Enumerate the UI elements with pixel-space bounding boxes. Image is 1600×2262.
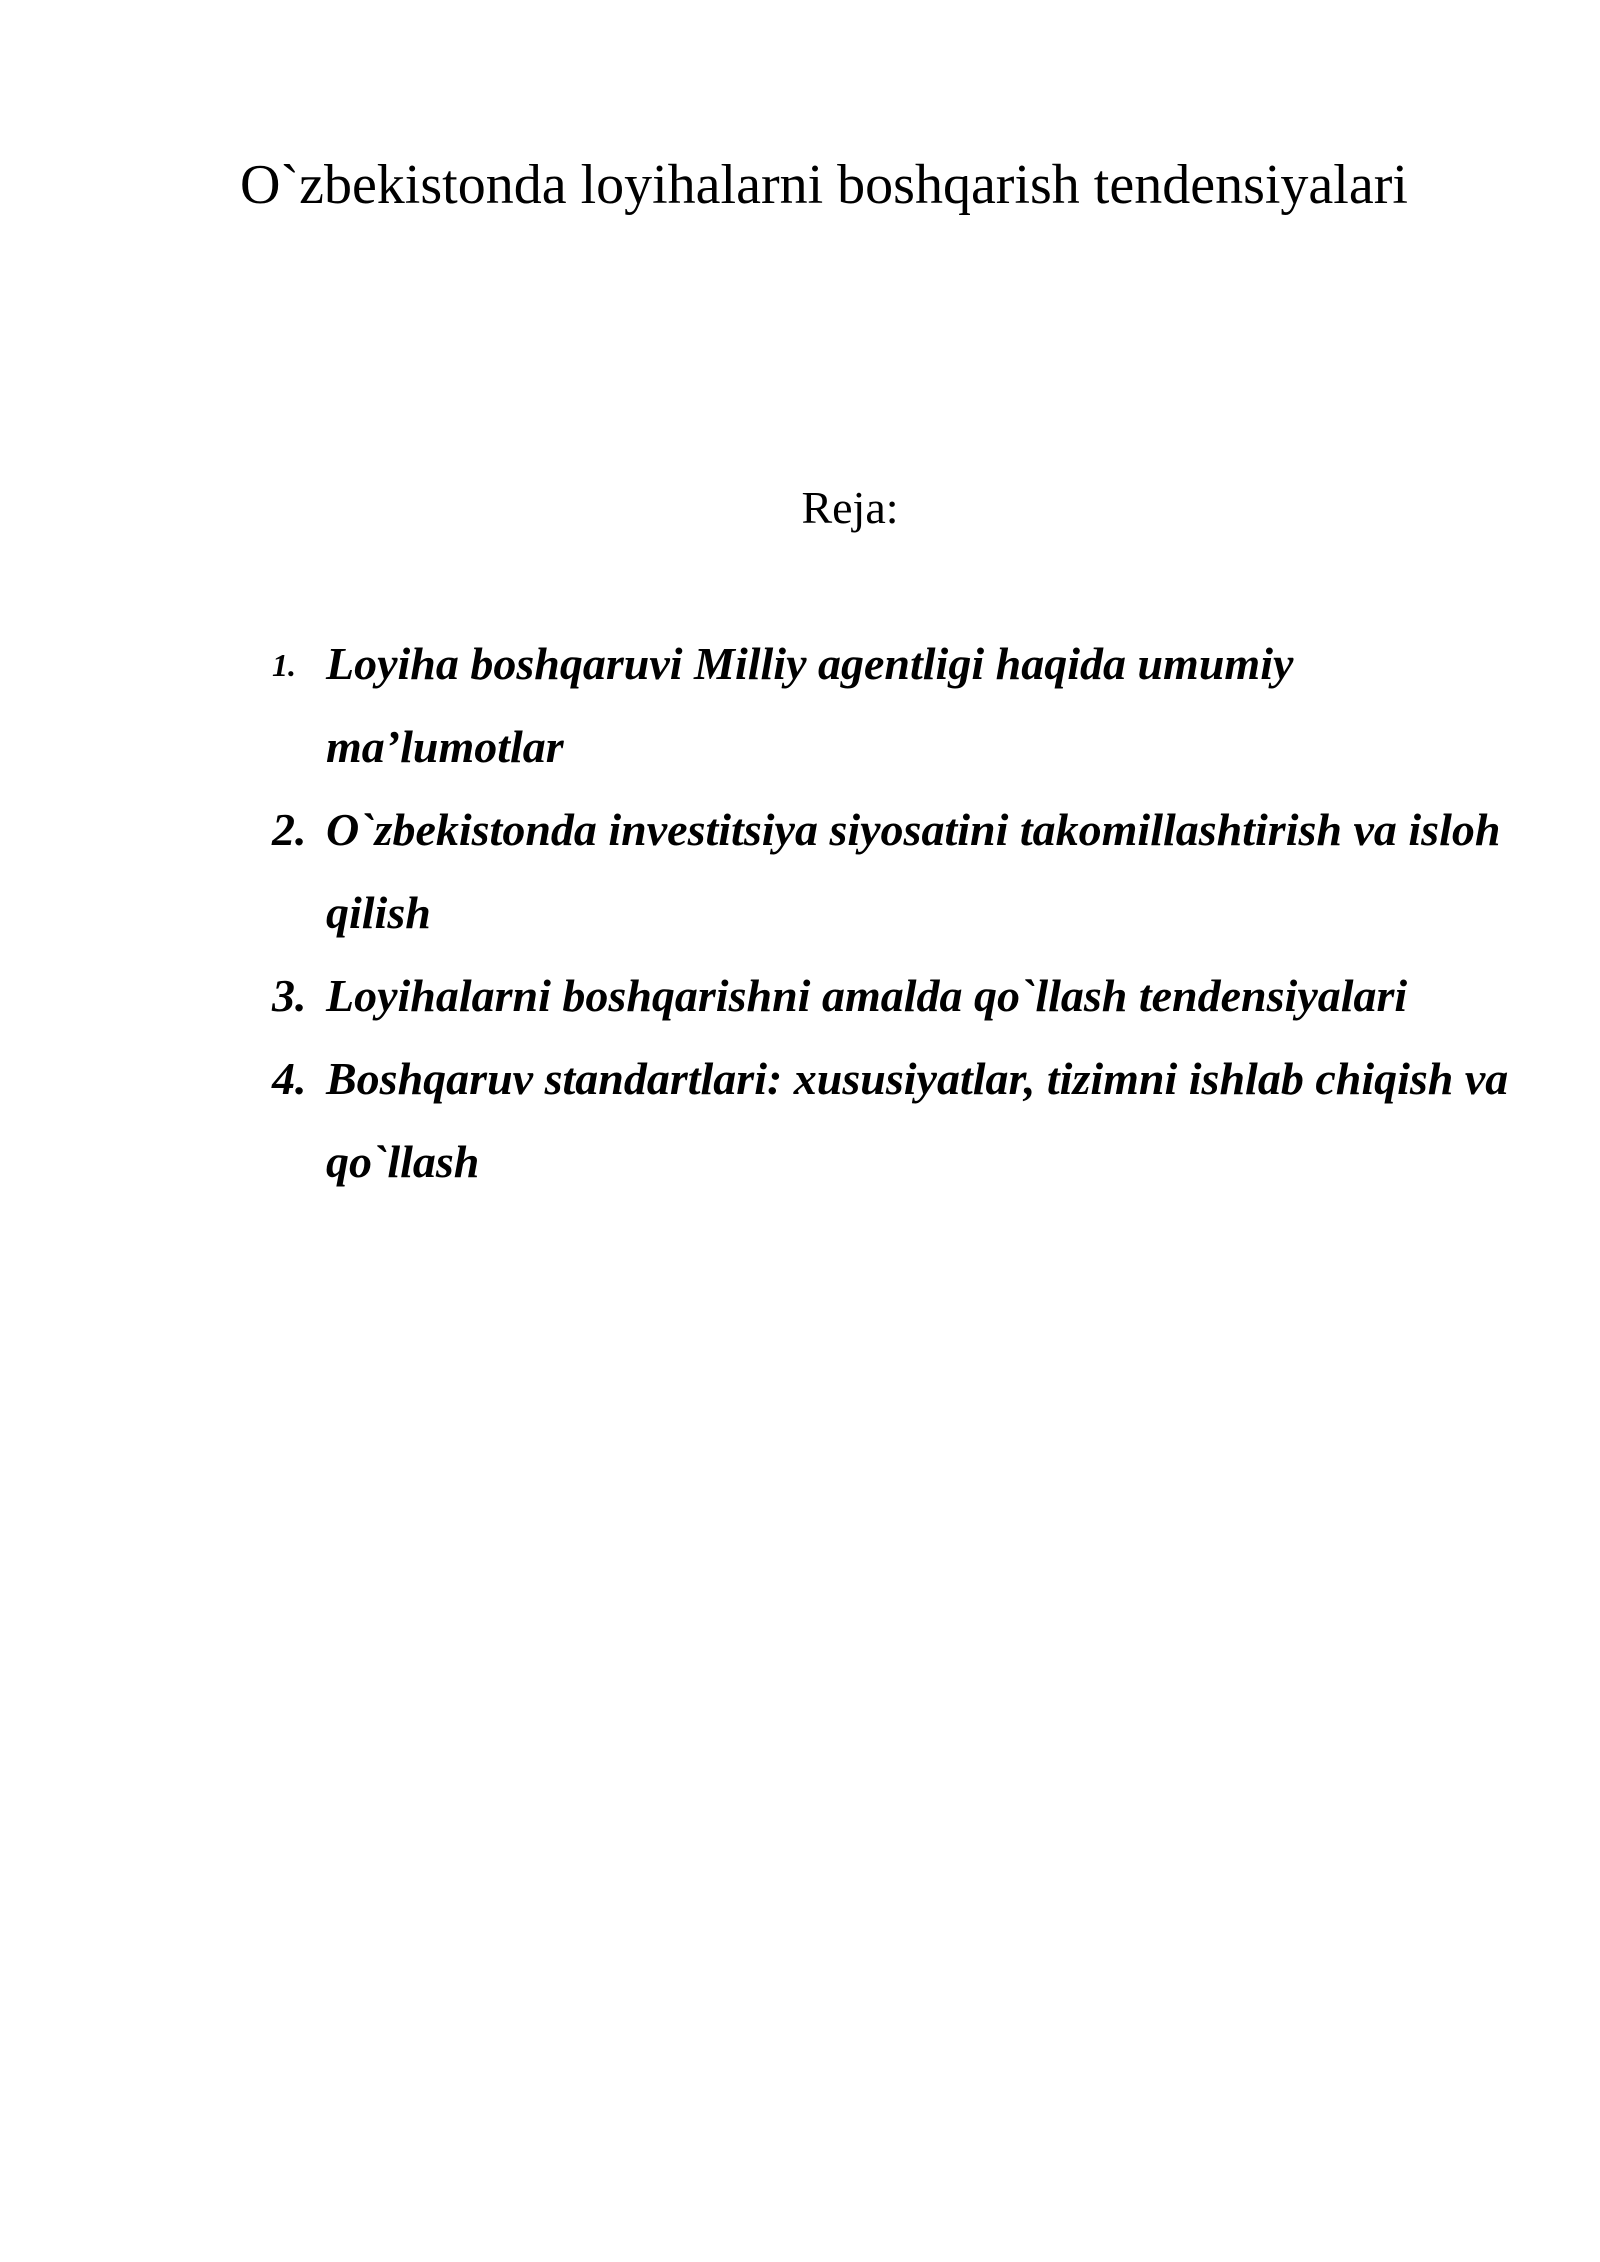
- plan-item-number: 3.: [272, 970, 307, 1021]
- plan-item-2: [272, 788, 1512, 954]
- plan-item-4: [272, 1037, 1512, 1203]
- plan-item-text: O`zbekistonda investitsiya siyosatini takomillashtirish va isloh qilish: [326, 804, 1501, 938]
- plan-item-number: 4.: [272, 1053, 307, 1104]
- plan-item-text: Loyiha boshqaruvi Milliy agentligi haqida umumiy ma’lumotlar: [326, 638, 1294, 772]
- plan-item-number: 1.: [272, 647, 296, 683]
- plan-list: [272, 622, 1512, 1203]
- plan-item-text: Loyihalarni boshqarishni amalda qo`llash tendensiyalari: [326, 970, 1408, 1021]
- plan-item-1: [272, 622, 1512, 788]
- plan-item-number: 2.: [272, 804, 307, 855]
- document-title: O`zbekistonda loyihalarni boshqarish tendensiyalari: [240, 154, 1408, 216]
- plan-item-3: [272, 954, 1512, 1037]
- plan-heading: Reja:: [801, 482, 899, 533]
- plan-item-text: Boshqaruv standartlari: xususiyatlar, tizimni ishlab chiqish va qo`llash: [326, 1053, 1509, 1187]
